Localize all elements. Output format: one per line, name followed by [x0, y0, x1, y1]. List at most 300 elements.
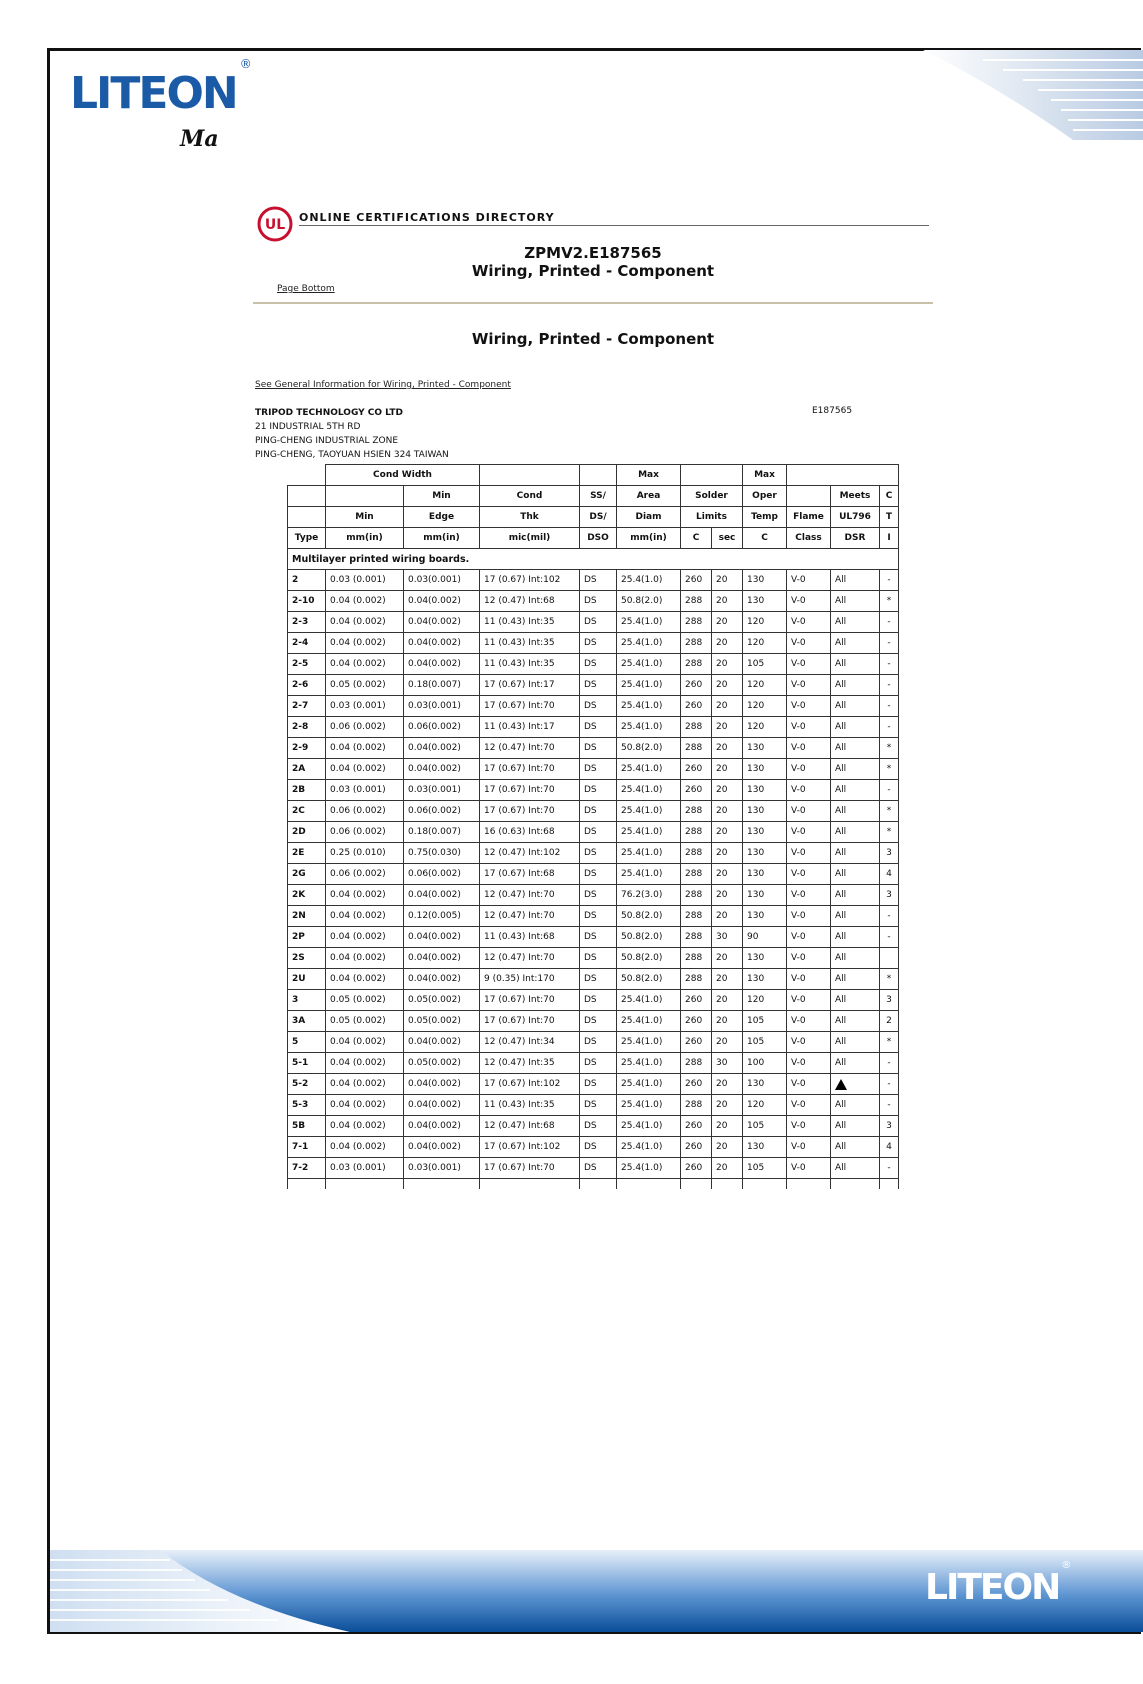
table-cell: *	[880, 591, 899, 612]
table-cell: All	[831, 1116, 880, 1137]
table-cell: All	[831, 675, 880, 696]
table-cell: 17 (0.67) Int:102	[480, 1074, 580, 1095]
table-row	[288, 822, 899, 843]
table-row	[288, 1095, 899, 1116]
table-cell: 105	[743, 1116, 787, 1137]
type-cell: 5-1	[288, 1053, 326, 1074]
table-cell: 12 (0.47) Int:35	[480, 1053, 580, 1074]
table-cell: 12 (0.47) Int:68	[480, 591, 580, 612]
separator-line	[253, 302, 933, 304]
table-cell: 130	[743, 969, 787, 990]
table-cell: DS	[580, 717, 617, 738]
table-cell: All	[831, 612, 880, 633]
table-cell: -	[880, 654, 899, 675]
table-cell: 130	[743, 885, 787, 906]
table-cell	[617, 1179, 681, 1190]
header-i: I	[880, 528, 899, 549]
table-cell: DS	[580, 1158, 617, 1179]
header-ds: DS/	[580, 507, 617, 528]
table-cell: 0.03(0.001)	[404, 696, 480, 717]
table-cell: 25.4(1.0)	[617, 801, 681, 822]
table-cell: V-0	[787, 591, 831, 612]
table-cell: DS	[580, 633, 617, 654]
table-cell: 0.04 (0.002)	[326, 1032, 404, 1053]
table-cell: -	[880, 1095, 899, 1116]
type-cell: 2G	[288, 864, 326, 885]
table-cell: 0.04(0.002)	[404, 1095, 480, 1116]
table-cell: All	[831, 843, 880, 864]
table-continuation-row	[288, 1179, 899, 1190]
type-cell: 2B	[288, 780, 326, 801]
table-cell: 288	[681, 738, 712, 759]
table-cell: All	[831, 927, 880, 948]
table-cell	[831, 1179, 880, 1190]
header-thk: Thk	[480, 507, 580, 528]
table-cell: 50.8(2.0)	[617, 927, 681, 948]
type-cell: 5	[288, 1032, 326, 1053]
table-cell: 288	[681, 822, 712, 843]
type-cell: 2	[288, 570, 326, 591]
table-cell: V-0	[787, 759, 831, 780]
table-row	[288, 759, 899, 780]
table-cell: 0.05(0.002)	[404, 1053, 480, 1074]
table-cell: All	[831, 654, 880, 675]
table-cell: V-0	[787, 717, 831, 738]
header-unit-edge: mm(in)	[404, 528, 480, 549]
table-cell: 0.04 (0.002)	[326, 654, 404, 675]
table-cell: 0.25 (0.010)	[326, 843, 404, 864]
table-row	[288, 927, 899, 948]
table-cell: V-0	[787, 780, 831, 801]
table-cell: V-0	[787, 696, 831, 717]
table-cell: 0.06(0.002)	[404, 717, 480, 738]
table-cell: -	[880, 780, 899, 801]
table-cell: All	[831, 696, 880, 717]
type-cell: 2-10	[288, 591, 326, 612]
table-cell: 3	[880, 990, 899, 1011]
table-cell: 17 (0.67) Int:102	[480, 570, 580, 591]
table-row	[288, 843, 899, 864]
table-cell: V-0	[787, 885, 831, 906]
type-cell: 3	[288, 990, 326, 1011]
table-cell	[580, 1179, 617, 1190]
table-cell: DS	[580, 822, 617, 843]
table-cell: 0.03 (0.001)	[326, 570, 404, 591]
table-cell	[743, 1179, 787, 1190]
table-cell: 76.2(3.0)	[617, 885, 681, 906]
table-cell: 25.4(1.0)	[617, 1032, 681, 1053]
table-cell: V-0	[787, 612, 831, 633]
table-cell: 20	[712, 1095, 743, 1116]
table-cell: V-0	[787, 654, 831, 675]
table-cell	[326, 1179, 404, 1190]
table-cell: 12 (0.47) Int:70	[480, 948, 580, 969]
table-cell: 11 (0.43) Int:35	[480, 654, 580, 675]
group-label: Multilayer printed wiring boards.	[288, 549, 899, 570]
table-cell: V-0	[787, 927, 831, 948]
table-cell: *	[880, 969, 899, 990]
table-cell: All	[831, 969, 880, 990]
page-bottom-link[interactable]: Page Bottom	[277, 284, 335, 294]
address-line-2: PING-CHENG INDUSTRIAL ZONE	[255, 436, 399, 446]
table-cell: 4	[880, 864, 899, 885]
table-row	[288, 717, 899, 738]
table-cell: 50.8(2.0)	[617, 591, 681, 612]
table-cell: 260	[681, 1074, 712, 1095]
header-diam: Diam	[617, 507, 681, 528]
liteon-logo: LITEON®	[70, 57, 252, 119]
header-row-3	[288, 507, 899, 528]
table-cell: 25.4(1.0)	[617, 843, 681, 864]
table-cell: 0.03 (0.001)	[326, 696, 404, 717]
table-cell: 20	[712, 1074, 743, 1095]
table-cell: 0.05(0.002)	[404, 1011, 480, 1032]
table-cell: 0.06 (0.002)	[326, 822, 404, 843]
table-cell: -	[880, 633, 899, 654]
type-cell: 2-5	[288, 654, 326, 675]
header-unit-min: mm(in)	[326, 528, 404, 549]
table-cell: -	[880, 927, 899, 948]
table-cell: 0.04(0.002)	[404, 1116, 480, 1137]
table-cell: 25.4(1.0)	[617, 1095, 681, 1116]
type-cell: 5-3	[288, 1095, 326, 1116]
table-cell: DS	[580, 990, 617, 1011]
table-cell: V-0	[787, 906, 831, 927]
table-cell: 20	[712, 1011, 743, 1032]
warning-triangle-icon	[835, 1079, 847, 1090]
table-cell: 0.04 (0.002)	[326, 738, 404, 759]
table-cell: 0.03 (0.001)	[326, 1158, 404, 1179]
table-cell: 20	[712, 864, 743, 885]
type-cell: 2K	[288, 885, 326, 906]
table-cell: 12 (0.47) Int:70	[480, 885, 580, 906]
table-cell: 0.05 (0.002)	[326, 990, 404, 1011]
table-cell: DS	[580, 906, 617, 927]
table-cell: 20	[712, 759, 743, 780]
table-cell: V-0	[787, 948, 831, 969]
table-cell: All	[831, 864, 880, 885]
table-cell: 17 (0.67) Int:68	[480, 864, 580, 885]
address-line-3: PING-CHENG, TAOYUAN HSIEN 324 TAIWAN	[255, 450, 449, 460]
table-cell: 288	[681, 633, 712, 654]
table-cell: DS	[580, 675, 617, 696]
table-cell: All	[831, 591, 880, 612]
table-cell: 130	[743, 1137, 787, 1158]
table-cell: 130	[743, 591, 787, 612]
type-cell: 2U	[288, 969, 326, 990]
table-cell: 3	[880, 885, 899, 906]
type-cell: 2-8	[288, 717, 326, 738]
table-cell: 11 (0.43) Int:35	[480, 1095, 580, 1116]
table-cell: V-0	[787, 801, 831, 822]
table-cell: 0.04 (0.002)	[326, 1053, 404, 1074]
table-cell: DS	[580, 1011, 617, 1032]
table-cell: DS	[580, 696, 617, 717]
table-cell: 0.04(0.002)	[404, 1074, 480, 1095]
table-cell: 0.04(0.002)	[404, 969, 480, 990]
header-limits: Limits	[681, 507, 743, 528]
table-cell: 20	[712, 969, 743, 990]
table-cell: 12 (0.47) Int:70	[480, 906, 580, 927]
title-rule	[299, 225, 929, 226]
page-subtitle: Ma	[180, 126, 219, 152]
table-cell: 288	[681, 1053, 712, 1074]
table-row	[288, 570, 899, 591]
table-cell: 16 (0.63) Int:68	[480, 822, 580, 843]
table-cell: 0.12(0.005)	[404, 906, 480, 927]
table-cell: 25.4(1.0)	[617, 1074, 681, 1095]
table-cell: 2	[880, 1011, 899, 1032]
table-cell: 0.04(0.002)	[404, 738, 480, 759]
certificate-category: Wiring, Printed - Component	[471, 262, 715, 280]
table-cell: *	[880, 1032, 899, 1053]
table-row	[288, 738, 899, 759]
table-cell: DS	[580, 1032, 617, 1053]
table-cell: 120	[743, 1095, 787, 1116]
table-cell: DS	[580, 1074, 617, 1095]
table-cell: All	[831, 822, 880, 843]
table-cell: 288	[681, 969, 712, 990]
type-cell: 5-2	[288, 1074, 326, 1095]
table-cell: V-0	[787, 738, 831, 759]
header-c: C	[880, 486, 899, 507]
header-dsr: DSR	[831, 528, 880, 549]
header-class: Class	[787, 528, 831, 549]
table-cell	[787, 1179, 831, 1190]
table-cell: 0.04(0.002)	[404, 759, 480, 780]
table-cell: 0.04(0.002)	[404, 948, 480, 969]
table-cell: 260	[681, 759, 712, 780]
table-cell: 288	[681, 1095, 712, 1116]
header-dso: DSO	[580, 528, 617, 549]
table-cell: 20	[712, 717, 743, 738]
address-line-1: 21 INDUSTRIAL 5TH RD	[255, 422, 361, 432]
table-cell: 130	[743, 822, 787, 843]
table-cell: 20	[712, 885, 743, 906]
table-cell: DS	[580, 1137, 617, 1158]
table-cell: All	[831, 759, 880, 780]
table-cell: 25.4(1.0)	[617, 570, 681, 591]
liteon-footer-logo: LITEON®	[925, 1560, 1072, 1608]
table-cell: All	[831, 717, 880, 738]
table-row	[288, 864, 899, 885]
table-cell: V-0	[787, 864, 831, 885]
table-cell: 130	[743, 759, 787, 780]
table-cell: 288	[681, 591, 712, 612]
type-cell: 2A	[288, 759, 326, 780]
table-cell: V-0	[787, 1053, 831, 1074]
table-cell: 0.04(0.002)	[404, 885, 480, 906]
header-max-oper: Max	[743, 465, 787, 486]
table-cell: DS	[580, 864, 617, 885]
table-cell: 0.04 (0.002)	[326, 633, 404, 654]
table-cell	[404, 1179, 480, 1190]
table-cell: 17 (0.67) Int:17	[480, 675, 580, 696]
table-cell: -	[880, 906, 899, 927]
table-cell: 17 (0.67) Int:70	[480, 759, 580, 780]
table-cell: V-0	[787, 990, 831, 1011]
table-cell: DS	[580, 1053, 617, 1074]
table-cell	[288, 1179, 326, 1190]
table-cell: 0.06(0.002)	[404, 801, 480, 822]
type-cell: 2-4	[288, 633, 326, 654]
table-cell: 260	[681, 696, 712, 717]
table-cell: V-0	[787, 843, 831, 864]
table-cell: 20	[712, 906, 743, 927]
table-cell: DS	[580, 885, 617, 906]
header-solder: Solder	[681, 486, 743, 507]
type-cell: 2S	[288, 948, 326, 969]
table-row	[288, 1158, 899, 1179]
directory-title: ONLINE CERTIFICATIONS DIRECTORY	[299, 211, 555, 224]
table-cell: 11 (0.43) Int:35	[480, 633, 580, 654]
type-cell: 7-2	[288, 1158, 326, 1179]
table-cell: All	[831, 1053, 880, 1074]
table-row	[288, 612, 899, 633]
table-cell: All	[831, 1158, 880, 1179]
table-cell	[880, 948, 899, 969]
table-cell: 25.4(1.0)	[617, 864, 681, 885]
table-cell: 120	[743, 696, 787, 717]
table-cell: 288	[681, 801, 712, 822]
header-meets: Meets	[831, 486, 880, 507]
table-cell: All	[831, 780, 880, 801]
table-cell: 0.04(0.002)	[404, 927, 480, 948]
table-cell: 25.4(1.0)	[617, 1053, 681, 1074]
table-cell: 130	[743, 1074, 787, 1095]
table-cell: All	[831, 906, 880, 927]
table-cell: 105	[743, 1032, 787, 1053]
header-stripes-decoration	[923, 50, 1143, 140]
table-cell: All	[831, 1095, 880, 1116]
company-name: TRIPOD TECHNOLOGY CO LTD	[255, 408, 404, 418]
table-cell: 130	[743, 843, 787, 864]
table-cell: 0.04 (0.002)	[326, 1074, 404, 1095]
table-cell: 20	[712, 1032, 743, 1053]
table-cell: 4	[880, 1137, 899, 1158]
table-row	[288, 780, 899, 801]
svg-text:UL: UL	[264, 217, 286, 233]
general-info-link[interactable]: See General Information for Wiring, Printed - Component	[255, 380, 511, 390]
header-t: T	[880, 507, 899, 528]
table-cell: 0.04 (0.002)	[326, 612, 404, 633]
table-cell: 0.04 (0.002)	[326, 591, 404, 612]
header-unit-diam: mm(in)	[617, 528, 681, 549]
table-cell: DS	[580, 612, 617, 633]
table-cell: 20	[712, 948, 743, 969]
table-cell: *	[880, 759, 899, 780]
table-cell: 130	[743, 780, 787, 801]
table-cell: All	[831, 1032, 880, 1053]
table-cell: 12 (0.47) Int:102	[480, 843, 580, 864]
table-cell: 3	[880, 843, 899, 864]
table-cell: All	[831, 1137, 880, 1158]
table-cell: 17 (0.67) Int:102	[480, 1137, 580, 1158]
table-cell: 90	[743, 927, 787, 948]
table-cell: All	[831, 801, 880, 822]
table-cell: 105	[743, 1158, 787, 1179]
table-cell: 30	[712, 927, 743, 948]
table-cell: DS	[580, 570, 617, 591]
table-cell: 25.4(1.0)	[617, 675, 681, 696]
table-cell: -	[880, 570, 899, 591]
table-cell: 11 (0.43) Int:17	[480, 717, 580, 738]
table-cell: 100	[743, 1053, 787, 1074]
table-cell: 0.04 (0.002)	[326, 1116, 404, 1137]
table-cell: 0.75(0.030)	[404, 843, 480, 864]
company-address	[255, 406, 449, 462]
table-cell: DS	[580, 759, 617, 780]
header-row-4	[288, 528, 899, 549]
table-cell: 20	[712, 990, 743, 1011]
table-cell: 260	[681, 1011, 712, 1032]
table-cell: 20	[712, 738, 743, 759]
type-cell: 2-9	[288, 738, 326, 759]
table-cell: 20	[712, 822, 743, 843]
table-row	[288, 654, 899, 675]
header-max-area: Max	[617, 465, 681, 486]
type-cell: 2D	[288, 822, 326, 843]
table-cell: 12 (0.47) Int:68	[480, 1116, 580, 1137]
table-cell: 260	[681, 990, 712, 1011]
header-ul796: UL796	[831, 507, 880, 528]
table-cell: V-0	[787, 1158, 831, 1179]
table-cell: 288	[681, 906, 712, 927]
table-cell: 20	[712, 591, 743, 612]
table-row	[288, 1116, 899, 1137]
table-row	[288, 906, 899, 927]
table-cell: 260	[681, 1116, 712, 1137]
table-row	[288, 591, 899, 612]
table-cell: 0.05 (0.002)	[326, 675, 404, 696]
table-cell: 0.04(0.002)	[404, 591, 480, 612]
table-cell: 17 (0.67) Int:70	[480, 696, 580, 717]
table-cell: 25.4(1.0)	[617, 759, 681, 780]
table-cell: 260	[681, 1137, 712, 1158]
table-cell: 0.06 (0.002)	[326, 717, 404, 738]
table-cell: 130	[743, 738, 787, 759]
table-cell: 288	[681, 612, 712, 633]
table-cell	[831, 1074, 880, 1095]
table-row	[288, 696, 899, 717]
table-cell: 0.04 (0.002)	[326, 759, 404, 780]
table-row	[288, 633, 899, 654]
table-row	[288, 990, 899, 1011]
table-cell: All	[831, 885, 880, 906]
table-row	[288, 1053, 899, 1074]
header-row-2	[288, 486, 899, 507]
table-cell: 50.8(2.0)	[617, 738, 681, 759]
table-cell: All	[831, 990, 880, 1011]
type-cell: 2N	[288, 906, 326, 927]
table-cell: 288	[681, 927, 712, 948]
table-cell: V-0	[787, 1032, 831, 1053]
table-cell: -	[880, 696, 899, 717]
table-cell: V-0	[787, 1137, 831, 1158]
type-cell: 2-6	[288, 675, 326, 696]
table-cell: 105	[743, 1011, 787, 1032]
type-cell: 2-7	[288, 696, 326, 717]
table-cell: All	[831, 948, 880, 969]
table-cell: *	[880, 801, 899, 822]
table-cell: 50.8(2.0)	[617, 948, 681, 969]
table-cell: DS	[580, 969, 617, 990]
table-cell: -	[880, 1074, 899, 1095]
table-cell: 260	[681, 780, 712, 801]
table-cell: 120	[743, 633, 787, 654]
table-cell: All	[831, 633, 880, 654]
table-cell: DS	[580, 654, 617, 675]
